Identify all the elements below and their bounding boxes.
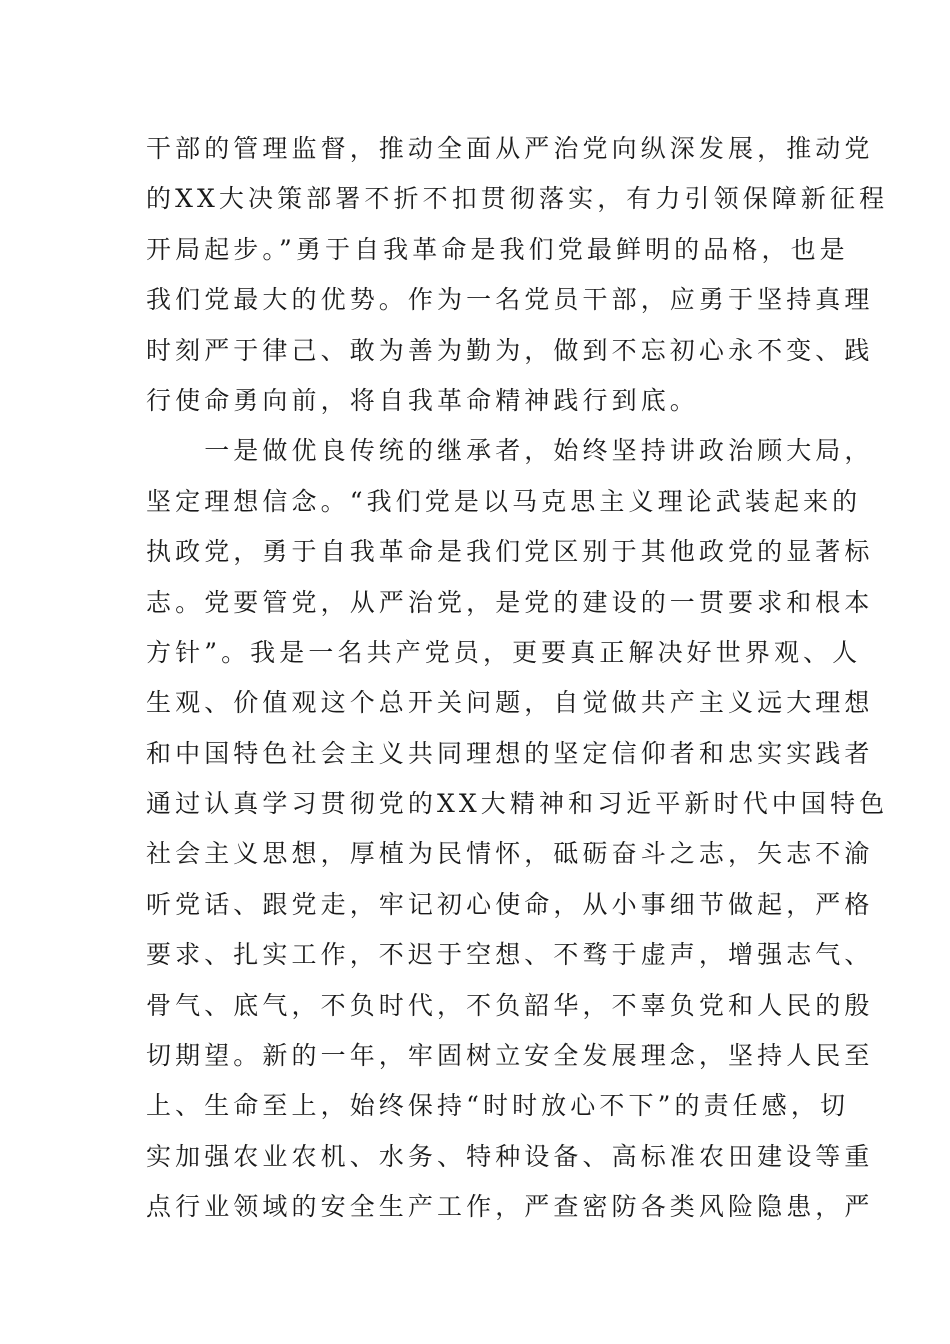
text-line: 时刻严于律己、敢为善为勤为，做到不忘初心永不变、践 bbox=[146, 335, 874, 365]
text-line: 点行业领域的安全生产工作，严查密防各类风险隐患，严 bbox=[146, 1192, 874, 1222]
text-line: 和中国特色社会主义共同理想的坚定信仰者和忠实实践者 bbox=[146, 738, 874, 768]
text-line: 方针”。我是一名共产党员，更要真正解决好世界观、人 bbox=[146, 637, 862, 667]
text-line: 听党话、跟党走，牢记初心使命，从小事细节做起，严格 bbox=[146, 889, 874, 919]
text-line: 一是做优良传统的继承者，始终坚持讲政治顾大局， bbox=[146, 436, 874, 466]
text-line: 实加强农业农机、水务、特种设备、高标准农田建设等重 bbox=[146, 1141, 874, 1171]
text-line: 要求、扎实工作，不迟于空想、不骛于虚声，增强志气、 bbox=[146, 940, 874, 970]
text-line: 坚定理想信念。“我们党是以马克思主义理论武装起来的 bbox=[146, 486, 862, 516]
text-line: 骨气、底气，不负时代，不负韶华，不辜负党和人民的殷 bbox=[146, 990, 874, 1020]
text-line: 上、生命至上，始终保持“时时放心不下”的责任感，切 bbox=[146, 1091, 850, 1121]
text-line: 切期望。新的一年，牢固树立安全发展理念，坚持人民至 bbox=[146, 1041, 874, 1071]
text-line: 通过认真学习贯彻党的XX大精神和习近平新时代中国特色 bbox=[146, 789, 889, 819]
text-line: 执政党，勇于自我革命是我们党区别于其他政党的显著标 bbox=[146, 537, 874, 567]
body-text bbox=[146, 124, 889, 1233]
text-line: 生观、价值观这个总开关问题，自觉做共产主义远大理想 bbox=[146, 688, 874, 718]
text-line: 干部的管理监督，推动全面从严治党向纵深发展，推动党 bbox=[146, 134, 874, 163]
paragraph-1 bbox=[146, 124, 889, 426]
text-line: 我们党最大的优势。作为一名党员干部，应勇于坚持真理 bbox=[146, 285, 874, 315]
text-line: 社会主义思想，厚植为民情怀，砥砺奋斗之志，矢志不渝 bbox=[146, 839, 874, 869]
text-line: 开局起步。”勇于自我革命是我们党最鲜明的品格，也是 bbox=[146, 234, 849, 264]
text-line: 的XX大决策部署不折不扣贯彻落实，有力引领保障新征程 bbox=[146, 184, 889, 214]
text-line: 志。党要管党，从严治党，是党的建设的一贯要求和根本 bbox=[146, 587, 874, 617]
paragraph-2 bbox=[146, 426, 889, 1232]
text-line: 行使命勇向前，将自我革命精神践行到底。 bbox=[146, 385, 699, 415]
